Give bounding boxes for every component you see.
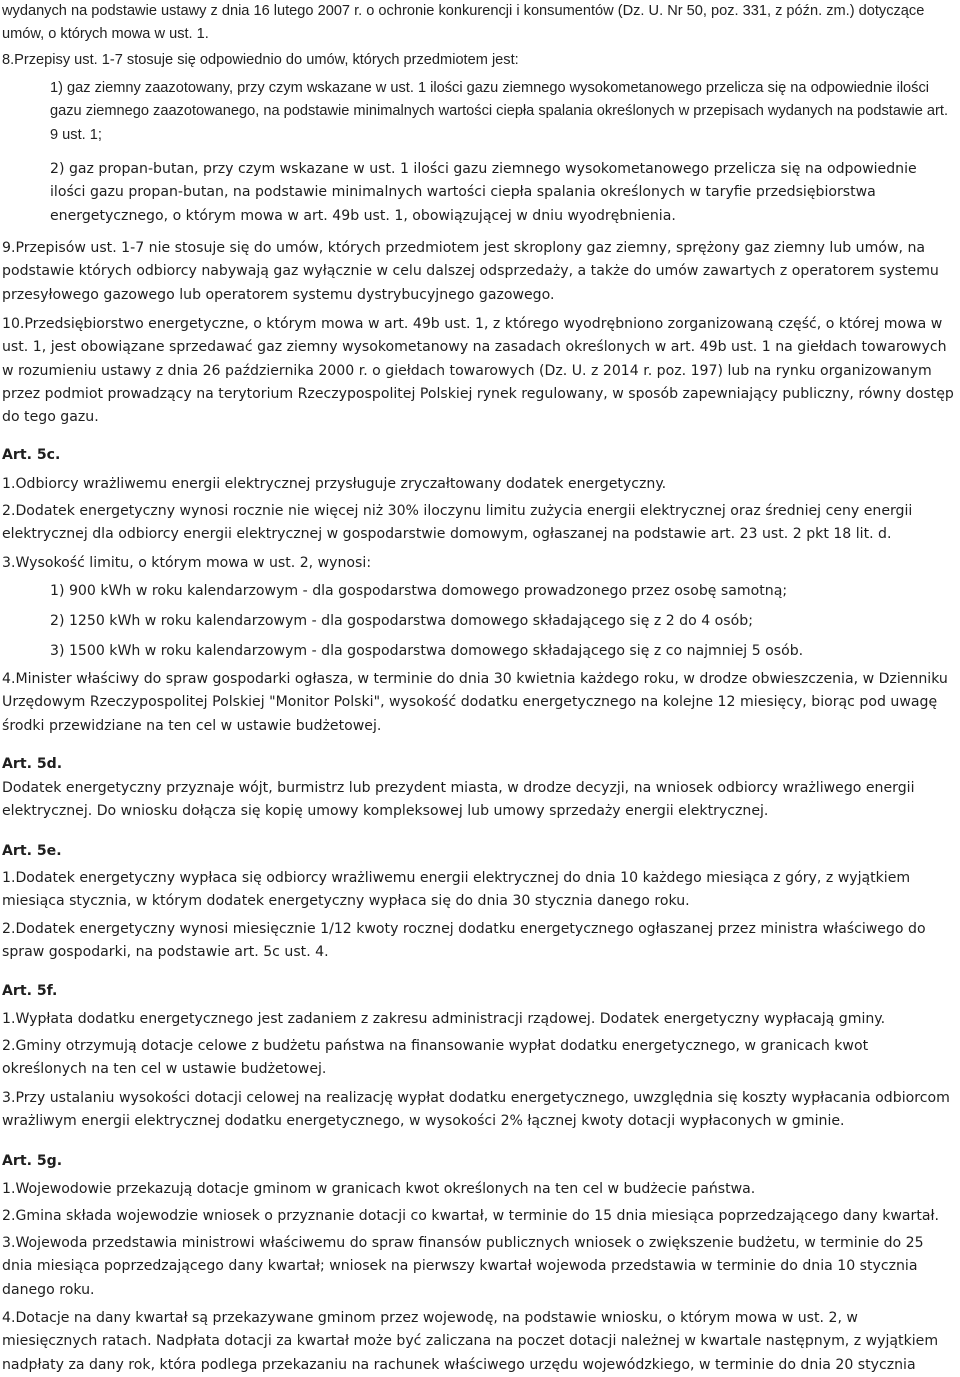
art5e-paragraph-2: 2.Dodatek energetyczny wynosi miesięcznie 1/12 kwoty rocznej dodatku energetycznego ogłaszanej przez ministra właściwego do spraw gospodarki, na podstawie art. 5c ust. 4. xyxy=(2,921,926,961)
art5e-paragraph-1: 1.Dodatek energetyczny wypłaca się odbiorcy wrażliwemu energii elektrycznej do dnia 10 każdego miesiąca z góry, z wyjątkiem miesiąca stycznia, w którym dodatek energetyczny wypłaca się do dnia 30 stycznia danego roku. xyxy=(2,870,911,910)
art5f-paragraph-3: 3.Przy ustalaniu wysokości dotacji celowej na realizację wypłat dodatku energetycznego, uwzględnia się koszty wypłacania odbiorcom wrażliwym energii elektrycznej dodatku energetycznego, w wysokości 2% łącznej kwoty dotacji wypłaconych w gminie. xyxy=(2,1090,950,1130)
art5f-paragraph-1: 1.Wypłata dodatku energetycznego jest zadaniem z zakresu administracji rządowej. Dodatek energetyczny wypłacają gminy. xyxy=(2,1011,886,1027)
art5c-limit-item-2: 2) 1250 kWh w roku kalendarzowym - dla gospodarstwa domowego składającego się z 2 do 4 osób; xyxy=(50,613,753,629)
paragraph-8-item-1: 1) gaz ziemny zaazotowany, przy czym wskazane w ust. 1 ilości gazu ziemnego wysokometanowego przelicza się na odpowiednie ilości gazu ziemnego zaazotowanego, na podstawie minimalnych wartości ciepła spalania określonych w przepisach wydanych na podstawie art. 9 ust. 1; xyxy=(50,80,949,143)
art5g-paragraph-3: 3.Wojewoda przedstawia ministrowi właściwemu do spraw finansów publicznych wniosek o zwiększenie budżetu, w terminie do 25 dnia miesiąca poprzedzającego dany kwartał; wniosek na pierwszy kwartał wojewoda przedstawia w terminie do dnia 10 stycznia danego roku. xyxy=(2,1235,924,1298)
art5g-paragraph-4: 4.Dotacje na dany kwartał są przekazywane gminom przez wojewodę, na podstawie wniosku, o którym mowa w ust. 2, w miesięcznych ratach. Nadpłata dotacji za kwartał może być zaliczana na poczet dotacji należnej w kwartale następnym, z wyjątkiem nadpłaty za dany rok, która podlega przekazaniu na rachunek właściwego urzędu wojewódzkiego, w terminie do dnia 20 stycznia xyxy=(2,1310,939,1373)
art5c-limit-item-1: 1) 900 kWh w roku kalendarzowym - dla gospodarstwa domowego prowadzonego przez osobę samotną; xyxy=(50,583,788,599)
paragraph-8: 8.Przepisy ust. 1-7 stosuje się odpowiednio do umów, których przedmiotem jest: xyxy=(2,52,519,68)
paragraph-9: 9.Przepisów ust. 1-7 nie stosuje się do umów, których przedmiotem jest skroplony gaz ziemny, sprężony gaz ziemny lub umów, na podstawie których odbiorcy nabywają gaz wyłącznie w celu dalszej odsprzedaży, a także do umów zawartych z operatorem systemu przesyłowego gazowego lub operatorem systemu dystrybucyjnego gazowego. xyxy=(2,240,939,303)
art5c-paragraph-1: 1.Odbiorcy wrażliwemu energii elektrycznej przysługuje zryczałtowany dodatek energetyczny. xyxy=(2,476,667,492)
art5c-paragraph-3: 3.Wysokość limitu, o którym mowa w ust. 2, wynosi: xyxy=(2,555,372,571)
art5c-limit-item-3: 3) 1500 kWh w roku kalendarzowym - dla gospodarstwa domowego składającego się z co najmniej 5 osób. xyxy=(50,643,804,659)
art5d-paragraph: Dodatek energetyczny przyznaje wójt, burmistrz lub prezydent miasta, w drodze decyzji, na wniosek odbiorcy wrażliwego energii elektrycznej. Do wniosku dołącza się kopię umowy kompleksowej lub umowy sprzedaży energii elektrycznej. xyxy=(2,780,915,820)
paragraph-8-item-2: 2) gaz propan-butan, przy czym wskazane w ust. 1 ilości gazu ziemnego wysokometanowego przelicza się na odpowiednie ilości gazu propan-butan, na podstawie minimalnych wartości ciepła spalania określonych w taryfie przedsiębiorstwa energetycznego, o którym mowa w art. 49b ust. 1, obowiązującej w dniu wyodrębnienia. xyxy=(50,161,917,224)
paragraph-10: 10.Przedsiębiorstwo energetyczne, o którym mowa w art. 49b ust. 1, z którego wyodrębniono zorganizowaną część, o której mowa w ust. 1, jest obowiązane sprzedawać gaz ziemny wysokometanowy na zasadach określonych w art. 49b ust. 1 na giełdach towarowych w rozumieniu ustawy z dnia 26 października 2000 r. o giełdach towarowych (Dz. U. z 2014 r. poz. 197) lub na rynku organizowanym przez podmiot prowadzący na terytorium Rzeczypospolitej Polskiej rynek regulowany, w sposób zapewniający publiczny, równy dostęp do tego gazu. xyxy=(2,316,954,426)
art5c-paragraph-4: 4.Minister właściwy do spraw gospodarki ogłasza, w terminie do dnia 30 kwietnia każdego roku, w drodze obwieszczenia, w Dzienniku Urzędowym Rzeczypospolitej Polskiej "Monitor Polski", wysokość dodatku energetycznego na kolejne 12 miesięcy, biorąc pod uwagę środki przewidziane na ten cel w ustawie budżetowej. xyxy=(2,671,948,734)
article-heading-5c: Art. 5c. xyxy=(2,447,61,463)
art5f-paragraph-2: 2.Gminy otrzymują dotacje celowe z budżetu państwa na finansowanie wypłat dodatku energetycznego, w granicach kwot określonych na ten cel w ustawie budżetowej. xyxy=(2,1038,869,1078)
art5g-paragraph-1: 1.Wojewodowie przekazują dotacje gminom w granicach kwot określonych na ten cel w budżecie państwa. xyxy=(2,1181,756,1197)
art5c-paragraph-2: 2.Dodatek energetyczny wynosi rocznie nie więcej niż 30% iloczynu limitu zużycia energii elektrycznej oraz średniej ceny energii elektrycznej dla odbiorcy energii elektrycznej w gospodarstwie domowym, ogłaszanej na podstawie art. 23 ust. 2 pkt 18 lit. d. xyxy=(2,503,913,543)
article-heading-5e: Art. 5e. xyxy=(2,843,62,859)
art5g-paragraph-2: 2.Gmina składa wojewodzie wniosek o przyznanie dotacji co kwartał, w terminie do 15 dnia miesiąca poprzedzającego dany kwartał. xyxy=(2,1208,939,1224)
article-heading-5g: Art. 5g. xyxy=(2,1153,63,1169)
article-heading-5d: Art. 5d. xyxy=(2,756,63,772)
article-heading-5f: Art. 5f. xyxy=(2,983,58,999)
paragraph-continuation: wydanych na podstawie ustawy z dnia 16 lutego 2007 r. o ochronie konkurencji i konsumentów (Dz. U. Nr 50, poz. 331, z późn. zm.) dotyczące umów, o których mowa w ust. 1. xyxy=(2,3,925,43)
